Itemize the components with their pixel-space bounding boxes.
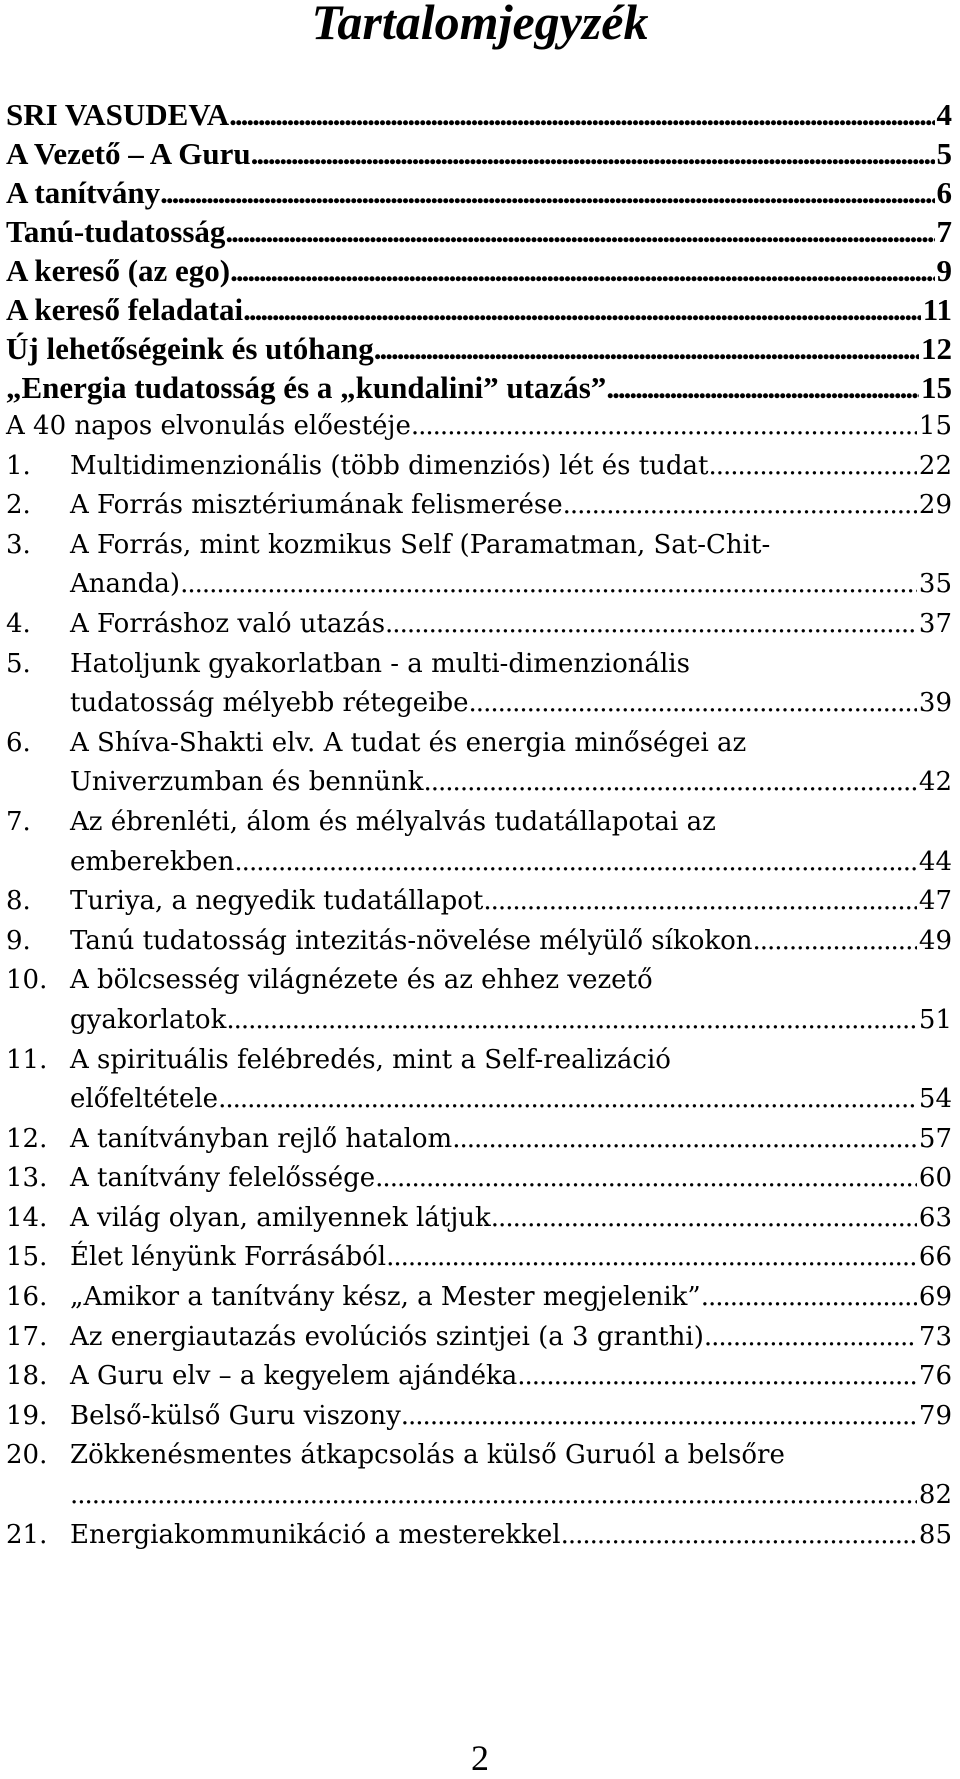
toc-entry-page: 29 [918, 490, 952, 521]
toc-entry-number: 7. [6, 806, 31, 837]
toc-entry-text: Belső-külső Guru viszony [70, 1400, 401, 1431]
toc-entry-line [6, 1120, 952, 1160]
toc-entry-text: Hatoljunk gyakorlatban - a multi-dimenzionális [70, 648, 690, 679]
toc-entry-line [6, 526, 952, 566]
toc-entry[interactable] [6, 645, 952, 724]
toc-entry[interactable] [6, 290, 952, 329]
toc-entry-number: 11. [6, 1044, 48, 1075]
toc-entry-text: A Forrás misztériumának felismerése [70, 490, 563, 521]
toc-entry-text: Multidimenzionális (több dimenziós) lét és tudat [70, 450, 709, 481]
toc-entry-text: A kereső feladatai [6, 292, 244, 327]
toc-entry-line [6, 1238, 952, 1278]
dot-leader [70, 1476, 917, 1516]
toc-entry-number: 2. [6, 490, 31, 521]
toc-entry-text-continued: Univerzumban és bennünk [70, 767, 424, 798]
dot-leader [469, 684, 917, 724]
toc-entry-line [6, 1357, 952, 1397]
toc-entry-line [6, 1199, 952, 1239]
toc-entry-line [6, 1436, 952, 1476]
toc-entry-text: A spirituális felébredés, mint a Self-realizáció [70, 1044, 671, 1075]
toc-entry-page: 4 [936, 97, 952, 132]
toc-entry-text: Energiakommunikáció a mesterekkel [70, 1519, 561, 1550]
toc-entry[interactable] [6, 922, 952, 962]
toc-entry-page: 57 [918, 1123, 952, 1154]
toc-entry-text-continued: gyakorlatok [70, 1004, 227, 1035]
dot-leader [401, 1397, 917, 1437]
toc-entry-number: 16. [6, 1282, 48, 1313]
dot-leader [226, 1001, 917, 1041]
toc-entry-continuation [6, 1080, 952, 1120]
toc-entry-number: 21. [6, 1519, 48, 1550]
toc-entry-number: 19. [6, 1400, 48, 1431]
dot-leader [483, 882, 917, 922]
toc-entry-page: 22 [918, 450, 952, 481]
toc-entry[interactable] [6, 134, 952, 173]
toc-entry-number: 8. [6, 886, 31, 917]
toc-entry-text: Turiya, a negyedik tudatállapot [70, 886, 484, 917]
toc-entry-number: 15. [6, 1242, 48, 1273]
toc-entry-continuation [6, 565, 952, 605]
toc-entry[interactable] [6, 1041, 952, 1120]
dot-leader [229, 95, 934, 134]
toc-entry-continuation [6, 843, 952, 883]
toc-entry[interactable] [6, 95, 952, 134]
toc-entry-number: 12. [6, 1123, 48, 1154]
main-chapters [6, 95, 952, 407]
toc-entry-page: 6 [936, 175, 952, 210]
toc-entry-text-continued: előfeltétele [70, 1084, 219, 1115]
toc-entry-page: 15 [918, 411, 952, 441]
toc-entry-number: 3. [6, 529, 31, 560]
toc-entry[interactable] [6, 1199, 952, 1239]
toc-entry-page: 66 [918, 1242, 952, 1273]
toc-entry[interactable] [6, 1436, 952, 1515]
dot-leader [491, 1199, 917, 1239]
toc-entry[interactable] [6, 251, 952, 290]
dot-leader [375, 1159, 917, 1199]
toc-entry-page: 51 [918, 1004, 952, 1035]
toc-entry-page: 49 [918, 925, 952, 956]
toc-entry-line [6, 961, 952, 1001]
toc-entry[interactable] [6, 1318, 952, 1358]
toc-entry-text: A tanítványban rejlő hatalom [70, 1123, 453, 1154]
toc-entry[interactable] [6, 526, 952, 605]
toc-entry-page: 54 [918, 1084, 952, 1115]
toc-entry-text-continued: Ananda) [70, 569, 181, 600]
table-of-contents [6, 95, 952, 1555]
toc-entry-page: 82 [918, 1480, 952, 1511]
dot-leader [374, 329, 919, 368]
toc-entry-number: 20. [6, 1440, 48, 1471]
toc-entry-text: SRI VASUDEVA [6, 97, 230, 132]
dot-leader [230, 251, 934, 290]
toc-entry-continuation [6, 763, 952, 803]
toc-entry[interactable] [6, 1159, 952, 1199]
toc-entry[interactable] [6, 605, 952, 645]
toc-entry-text: A Guru elv – a kegyelem ajándéka [70, 1361, 518, 1392]
toc-entry-number: 4. [6, 608, 31, 639]
dot-leader [563, 486, 917, 526]
toc-entry-line [6, 1397, 952, 1437]
toc-entry[interactable] [6, 961, 952, 1040]
toc-entry-line [6, 922, 952, 962]
toc-entry-text: Tanú-tudatosság [6, 214, 226, 249]
toc-entry-page: 12 [921, 331, 952, 366]
toc-entry[interactable] [6, 173, 952, 212]
toc-entry-line [6, 882, 952, 922]
dot-leader [243, 290, 921, 329]
toc-entry-text: A tanítvány [6, 175, 161, 210]
toc-entry-line [6, 645, 952, 685]
toc-entry-page: 85 [918, 1519, 952, 1550]
toc-entry-intro[interactable] [6, 407, 952, 447]
toc-entry-page: 9 [936, 253, 952, 288]
toc-entry[interactable] [6, 1238, 952, 1278]
toc-entry-number: 14. [6, 1202, 48, 1233]
toc-entry-text: A világ olyan, amilyennek látjuk [70, 1202, 491, 1233]
dot-leader [218, 1080, 917, 1120]
toc-entry-page: 44 [918, 846, 952, 877]
toc-entry-line [6, 1278, 952, 1318]
toc-entry-text: Zökkenésmentes átkapcsolás a külső Guruól a belsőre [70, 1440, 785, 1471]
toc-entry-page: 15 [921, 370, 952, 405]
toc-entry-line [6, 1318, 952, 1358]
toc-entry-line [6, 447, 952, 487]
toc-entry-text: Az energiautazás evolúciós szintjei (a 3 granthi) [70, 1321, 704, 1352]
toc-entry-page: 5 [936, 136, 952, 171]
dot-leader [753, 922, 917, 962]
toc-entry-line [6, 724, 952, 764]
toc-entry-text: A Vezető – A Guru [6, 136, 251, 171]
dot-leader [251, 134, 935, 173]
toc-entry-page: 63 [918, 1202, 952, 1233]
dot-leader [452, 1120, 917, 1160]
toc-entry[interactable] [6, 1278, 952, 1318]
toc-entry-number: 1. [6, 450, 31, 481]
toc-entry-page: 76 [918, 1361, 952, 1392]
dot-leader [386, 1238, 917, 1278]
toc-entry-text-continued: tudatosság mélyebb rétegeibe [70, 688, 469, 719]
toc-entry-continuation [6, 1476, 952, 1516]
dot-leader [606, 368, 919, 407]
toc-entry-line [6, 803, 952, 843]
toc-entry[interactable] [6, 447, 952, 487]
toc-entry-page: 39 [918, 688, 952, 719]
dot-leader [517, 1357, 917, 1397]
toc-entry[interactable] [6, 1516, 952, 1556]
toc-entry-page: 11 [922, 292, 952, 327]
toc-entry-text: Az ébrenléti, álom és mélyalvás tudatállapotai az [70, 806, 716, 837]
toc-entry-text: A tanítvány felelőssége [70, 1163, 376, 1194]
toc-entry-number: 13. [6, 1163, 48, 1194]
toc-entry-number: 6. [6, 727, 31, 758]
toc-entry-number: 9. [6, 925, 31, 956]
toc-entry-text: A 40 napos elvonulás előestéje [6, 411, 411, 441]
toc-entry-text: Új lehetőségeink és utóhang [6, 331, 374, 366]
toc-entry-line [6, 605, 952, 645]
toc-entry[interactable] [6, 329, 952, 368]
dot-leader [385, 605, 917, 645]
toc-entry-text: A bölcsesség világnézete és az ehhez vezető [70, 965, 653, 996]
dot-leader [704, 1318, 917, 1358]
toc-entry-number: 10. [6, 965, 48, 996]
toc-entry-text: A Forráshoz való utazás [70, 608, 386, 639]
toc-entry-number: 5. [6, 648, 31, 679]
dot-leader [225, 212, 934, 251]
toc-entry-text: „Amikor a tanítvány kész, a Mester megjelenik” [70, 1282, 701, 1313]
toc-entry-page: 79 [918, 1400, 952, 1431]
dot-leader [160, 173, 934, 212]
toc-entry-text: Tanú tudatosság intezitás-növelése mélyülő síkokon [70, 925, 753, 956]
page-title: Tartalomjegyzék [311, 0, 649, 50]
toc-entry-line [6, 486, 952, 526]
dot-leader [701, 1278, 917, 1318]
toc-entry[interactable] [6, 212, 952, 251]
toc-entry-page: 37 [918, 608, 952, 639]
numbered-chapters [6, 447, 952, 1556]
toc-entry-page: 42 [918, 767, 952, 798]
toc-entry-text: A kereső (az ego) [6, 253, 231, 288]
toc-entry-line [6, 1516, 952, 1556]
dot-leader [424, 763, 917, 803]
toc-entry[interactable] [6, 486, 952, 526]
toc-entry-text: A Forrás, mint kozmikus Self (Paramatman, Sat-Chit- [70, 529, 771, 560]
toc-entry-text: Élet lényünk Forrásából [70, 1242, 387, 1273]
toc-entry-number: 18. [6, 1361, 48, 1392]
toc-entry[interactable] [6, 724, 952, 803]
toc-entry[interactable] [6, 1357, 952, 1397]
dot-leader [411, 407, 917, 447]
toc-entry[interactable] [6, 368, 952, 407]
dot-leader [709, 447, 917, 487]
toc-entry-line [6, 1159, 952, 1199]
toc-entry[interactable] [6, 882, 952, 922]
dot-leader [180, 565, 917, 605]
toc-entry[interactable] [6, 803, 952, 882]
toc-entry-continuation [6, 684, 952, 724]
toc-entry-text: A Shíva-Shakti elv. A tudat és energia minőségei az [70, 727, 747, 758]
page-number: 2 [471, 1738, 489, 1778]
toc-entry-text-continued: emberekben [70, 846, 235, 877]
toc-entry-number: 17. [6, 1321, 48, 1352]
dot-leader [234, 843, 916, 883]
toc-entry-page: 60 [918, 1163, 952, 1194]
toc-entry-line [6, 1041, 952, 1081]
toc-entry-page: 7 [936, 214, 952, 249]
toc-entry[interactable] [6, 1397, 952, 1437]
toc-entry-page: 69 [918, 1282, 952, 1313]
toc-entry-text: „Energia tudatosság és a „kundalini” utazás” [6, 370, 607, 405]
toc-entry-page: 73 [918, 1321, 952, 1352]
toc-entry-page: 47 [918, 886, 952, 917]
toc-entry[interactable] [6, 1120, 952, 1160]
toc-entry-page: 35 [918, 569, 952, 600]
dot-leader [561, 1516, 917, 1556]
toc-entry-continuation [6, 1001, 952, 1041]
